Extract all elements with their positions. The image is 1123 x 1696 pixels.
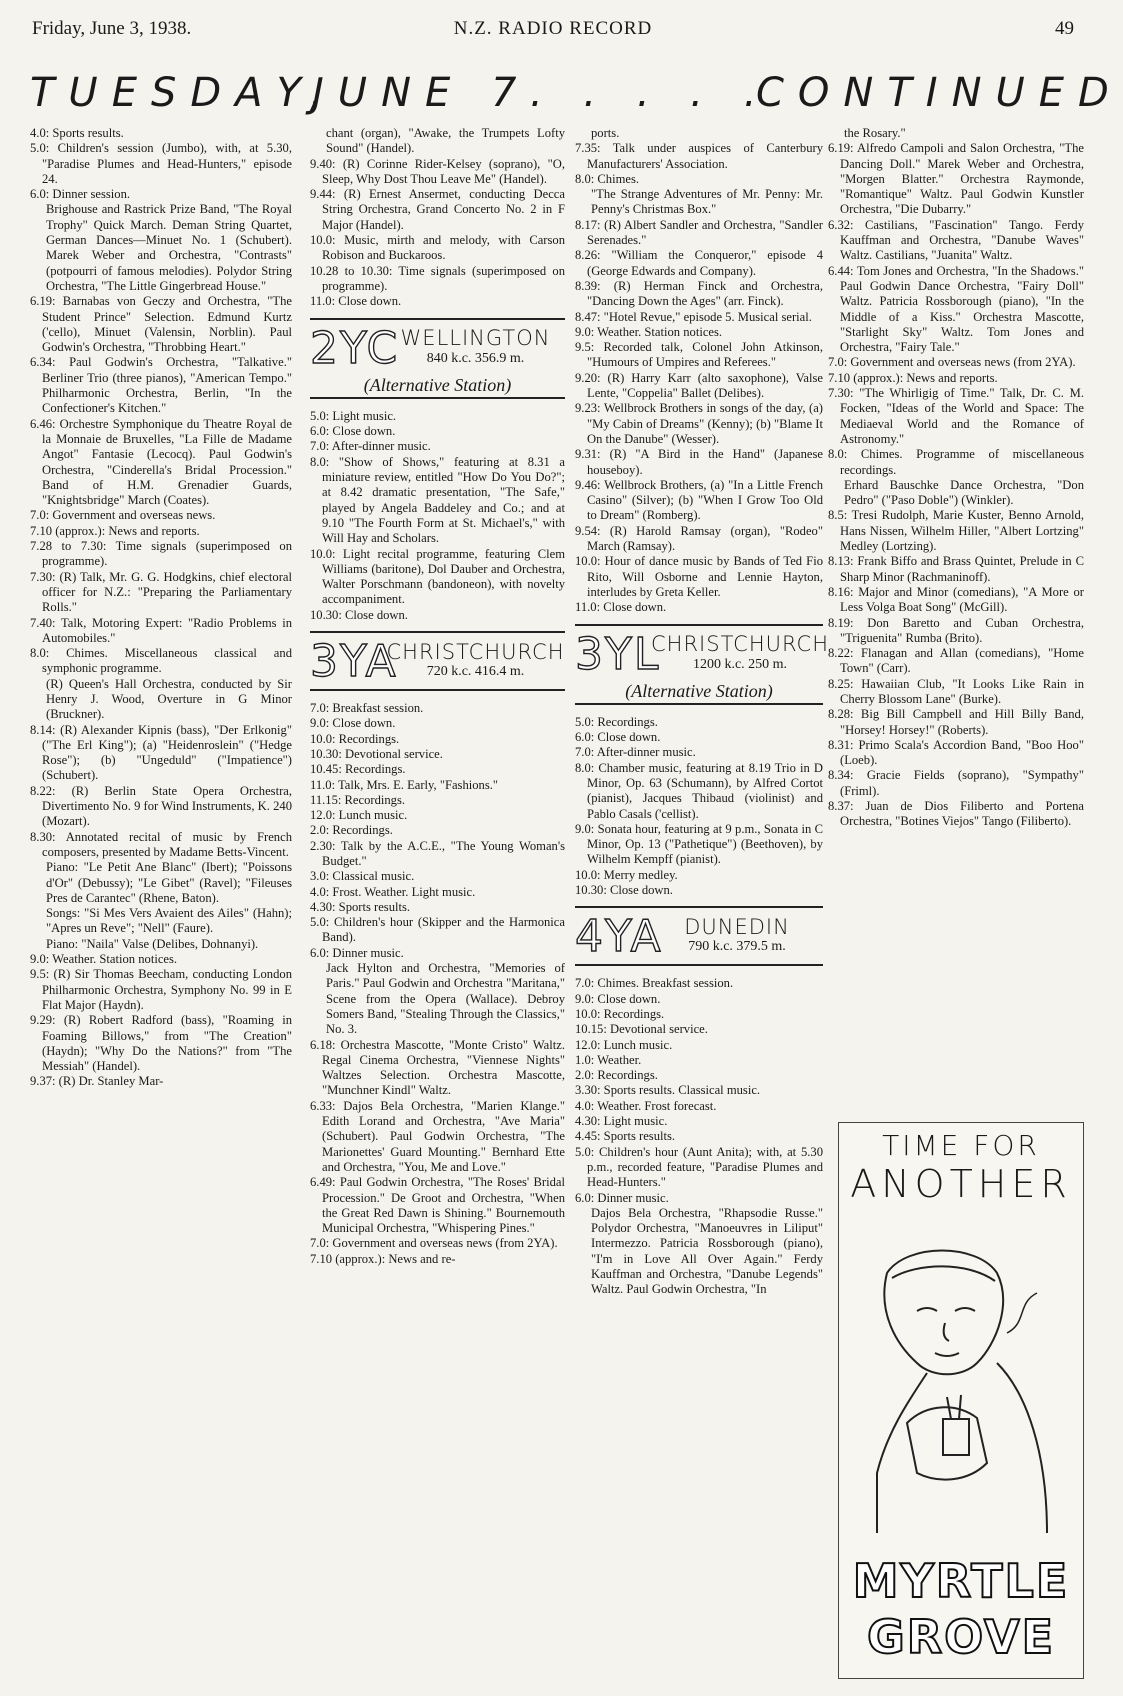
programme-entry: 11.15: Recordings. bbox=[310, 792, 406, 807]
programme-entry: 8.28: Big Bill Campbell and Hill Billy Band, "Horsey! Horsey!" (Roberts). bbox=[828, 707, 1084, 737]
programme-entry: 12.0: Lunch music. bbox=[575, 1037, 673, 1052]
ad-brand-1: MYRTLE bbox=[852, 1554, 1070, 1608]
programme-entry: 6.32: Castilians, "Fascination" Tango. Ferdy Kauffman and Orchestra, "Danube Waves" Waltz. Castilians, "Juanita" Waltz. bbox=[828, 217, 1084, 263]
programme-entry: 9.40: (R) Corinne Rider-Kelsey (soprano), "O, Sleep, Why Dost Thou Leave Me" (Handel). bbox=[310, 156, 565, 186]
programme-entry: 10.28 to 10.30: Time signals (superimposed on programme). bbox=[310, 263, 565, 293]
programme-entry: 7.0: Chimes. Breakfast session. bbox=[575, 976, 734, 991]
programme-entry: 8.0: Chimes. Programme of miscellaneous recordings. bbox=[828, 447, 1084, 477]
programme-entry: 6.19: Alfredo Campoli and Salon Orchestra, "The Dancing Doll." Marek Weber and Orchestra, "Morgen Blatter." Orchestra Raymonde, "Romantique" Waltz. Paul Godwin Kunstler Orchestra, "Die Dubarry." bbox=[828, 141, 1084, 217]
programme-entry: 6.0: Dinner music. bbox=[575, 1190, 669, 1205]
programme-entry: 9.0: Weather. Station notices. bbox=[30, 952, 178, 967]
programme-entry: 2.30: Talk by the A.C.E., "The Young Woman's Budget." bbox=[310, 838, 565, 868]
programme-entry: 8.0: "Show of Shows," featuring at 8.31 a miniature review, entitled "How Do You Do?"; at 8.42 dramatic presentation, "The Safe," played by Angela Baddeley and Co.; and at 9.10 "The Fourth Form at St. Michael's," with Will Hay and Scholars. bbox=[310, 454, 565, 546]
programme-entry: Brighouse and Rastrick Prize Band, "The Royal Trophy" Quick March. Deman String Quartet, German Dances—Minuet No. 1 (Schubert). Marek Weber and Orchestra, "Contrasts" (potpourri of famous melodies). Polydor String Orchestra, "The Little Gingerbread House." bbox=[46, 202, 292, 293]
programme-entry: 6.34: Paul Godwin's Orchestra, "Talkative." Berliner Trio (three pianos), "American Tempo." Philharmonic Orchestra, Berlin, "In the Confectioner's Kitchen." bbox=[30, 355, 292, 416]
programme-entry: 8.0: Chimes. bbox=[575, 171, 640, 186]
programme-entry: 4.30: Light music. bbox=[575, 1114, 668, 1129]
programme-entry: 5.0: Recordings. bbox=[575, 714, 658, 729]
programme-entry: 7.0: Government and overseas news. bbox=[30, 508, 216, 523]
programme-entry: chant (organ), "Awake, the Trumpets Lofty Sound" (Handel). bbox=[326, 126, 565, 156]
listing-group bbox=[310, 126, 565, 310]
programme-entry: 9.46: Wellbrock Brothers, (a) "In a Little French Casino" (Silver); (b) "When I Grow Too Old to Dream" (Romberg). bbox=[575, 477, 823, 523]
programme-entry: 9.44: (R) Ernest Ansermet, conducting Decca String Orchestra, Grand Concerto No. 2 in F Major (Handel). bbox=[310, 187, 565, 232]
listing-group bbox=[575, 715, 823, 899]
programme-entry: (R) Queen's Hall Orchestra, conducted by Sir Henry J. Wood, Overture in G Minor (Bruckner). bbox=[46, 676, 292, 722]
programme-entry: 8.13: Frank Biffo and Brass Quintet, Prelude in C Sharp Minor (Rachmaninoff). bbox=[828, 554, 1084, 584]
column-1 bbox=[30, 126, 292, 1090]
programme-entry: 9.0: Weather. Station notices. bbox=[575, 324, 723, 339]
station-callsign: 2YC bbox=[310, 322, 400, 374]
programme-entry: 8.22: (R) Berlin State Opera Orchestra, Divertimento No. 9 for Wind Instruments, K. 240 (Mozart). bbox=[30, 783, 292, 829]
programme-entry: 10.0: Recordings. bbox=[575, 1006, 665, 1021]
programme-entry: 8.5: Tresi Rudolph, Marie Kuster, Benno Arnold, Hans Nissen, Wilhelm Hiller, "Albert Lortzing" Medley (Lortzing). bbox=[828, 508, 1084, 554]
station-frequency: 790 k.c. 379.5 m. bbox=[688, 939, 786, 955]
banner-month: JUNE 7 bbox=[312, 70, 531, 116]
programme-entry: 7.0: Breakfast session. bbox=[310, 701, 424, 716]
programme-entry: 8.26: "William the Conqueror," episode 4 (George Edwards and Company). bbox=[575, 248, 823, 278]
programme-entry: 5.0: Light music. bbox=[310, 408, 397, 423]
programme-entry: 8.30: Annotated recital of music by French composers, presented by Madame Betts-Vincent. bbox=[30, 829, 292, 859]
programme-entry: 5.0: Children's hour (Skipper and the Harmonica Band). bbox=[310, 915, 565, 945]
programme-entry: 10.30: Close down. bbox=[575, 883, 673, 898]
programme-entry: 6.0: Dinner music. bbox=[310, 945, 404, 960]
programme-entry: 8.31: Primo Scala's Accordion Band, "Boo Hoo" (Loeb). bbox=[828, 737, 1084, 768]
programme-entry: 10.0: Hour of dance music by Bands of Ted Fio Rito, Will Osborne and Lennie Hayton, interludes by Greta Keller. bbox=[575, 554, 823, 599]
station-header-2yc bbox=[310, 318, 565, 399]
column-3 bbox=[575, 126, 829, 1298]
programme-entry: 8.14: (R) Alexander Kipnis (bass), "Der Erlkonig" ("The Erl King"); (a) "Heidenroslein" ("Hedge Rose"); (b) "Ungeduld" ("Impatience") (Schubert). bbox=[30, 722, 292, 783]
station-city: DUNEDIN bbox=[684, 915, 790, 940]
ad-brand-2: GROVE bbox=[866, 1610, 1056, 1664]
programme-entry: 4.0: Frost. Weather. Light music. bbox=[310, 884, 476, 899]
ad-headline-2: ANOTHER bbox=[850, 1162, 1072, 1206]
programme-entry: Erhard Bauschke Dance Orchestra, "Don Pedro" ("Paso Doble") (Winkler). bbox=[844, 477, 1084, 508]
programme-entry: 6.19: Barnabas von Geczy and Orchestra, "The Student Prince" Selection. Edmund Kurtz ('cello), Minuet (Valensin, Norblin). Paul Godwin's Orchestra, "Throbbing Heart." bbox=[30, 294, 292, 355]
programme-entry: Piano: "Le Petit Ane Blanc" (Ibert); "Poissons d'Or" (Debussy); "Le Gibet" (Ravel); "Fileuses Pres de Carantec" (Rhene, Baton). bbox=[46, 860, 292, 905]
programme-entry: 11.0: Close down. bbox=[575, 600, 667, 615]
programme-entry: "The Strange Adventures of Mr. Penny: Mr. Penny's Christmas Box." bbox=[591, 187, 823, 217]
station-header-3ya bbox=[310, 631, 565, 691]
station-header-4ya bbox=[575, 906, 823, 966]
column-2 bbox=[310, 126, 565, 1267]
listing-group bbox=[575, 126, 823, 616]
programme-entry: Piano: "Naila" Valse (Delibes, Dohnanyi). bbox=[46, 936, 259, 951]
programme-entry: 7.0: After-dinner music. bbox=[310, 439, 431, 454]
programme-entry: 6.33: Dajos Bela Orchestra, "Marien Klange." Edith Lorand and Orchestra, "Ave Maria" (Schubert). Paul Godwin Orchestra, "The Marionettes' Guard Mounting." Bernhard Ette and Orchestra, "You, Me and Love." bbox=[310, 1098, 565, 1174]
programme-entry: 7.10 (approx.): News and reports. bbox=[30, 523, 200, 538]
station-callsign: 4YA bbox=[575, 911, 663, 963]
programme-entry: 4.0: Sports results. bbox=[30, 126, 124, 140]
programme-entry: 10.0: Light recital programme, featuring Clem Williams (baritone), Dol Dauber and Orchestra, Walter Porschmann (bandoneon), with novelty accompaniment. bbox=[310, 546, 565, 607]
programme-entry: 9.0: Close down. bbox=[310, 716, 396, 731]
station-callsign: 3YL bbox=[575, 628, 661, 680]
programme-entry: 7.0: Government and overseas news (from 2YA). bbox=[828, 355, 1076, 370]
station-frequency: 1200 k.c. 250 m. bbox=[692, 656, 788, 672]
programme-entry: 10.0: Recordings. bbox=[310, 731, 400, 746]
programme-entry: 4.30: Sports results. bbox=[310, 899, 411, 914]
banner-dots: . . . . . bbox=[530, 70, 771, 116]
station-frequency: 720 k.c. 416.4 m. bbox=[426, 664, 525, 680]
programme-entry: 8.39: (R) Herman Finck and Orchestra, "Dancing Down the Ages" (arr. Finck). bbox=[575, 278, 823, 309]
programme-entry: 9.20: (R) Harry Karr (alto saxophone), Valse Lente, "Coppelia" Ballet (Delibes). bbox=[575, 370, 823, 401]
station-city: CHRISTCHURCH bbox=[386, 639, 565, 664]
programme-entry: 9.0: Close down. bbox=[575, 991, 661, 1006]
programme-entry: 9.0: Sonata hour, featuring at 9 p.m., Sonata in C Minor, Op. 13 ("Pathetique") (Beethoven), by Wilhelm Kempff (pianist). bbox=[575, 821, 823, 867]
programme-entry: 10.15: Devotional service. bbox=[575, 1022, 708, 1037]
banner-continued: CONTINUED bbox=[756, 70, 1123, 116]
programme-entry: 10.30: Devotional service. bbox=[310, 746, 443, 761]
programme-entry: 9.5: (R) Sir Thomas Beecham, conducting London Philharmonic Orchestra, Symphony No. 99 in E Flat Major (Haydn). bbox=[30, 967, 292, 1012]
programme-entry: 8.16: Major and Minor (comedians), "A More or Less Volga Boat Song" (McGill). bbox=[828, 584, 1084, 615]
page-header bbox=[32, 18, 1074, 48]
programme-entry: 7.40: Talk, Motoring Expert: "Radio Problems in Automobiles." bbox=[30, 615, 292, 645]
programme-entry: 5.0: Children's session (Jumbo), with, at 5.30, "Paradise Plumes and Head-Hunters," episode 24. bbox=[30, 141, 292, 186]
programme-entry: 7.10 (approx.): News and re- bbox=[310, 1251, 456, 1266]
programme-entry: 6.0: Close down. bbox=[310, 424, 396, 439]
programme-entry: 1.0: Weather. bbox=[575, 1052, 642, 1067]
programme-entry: 10.30: Close down. bbox=[310, 607, 408, 622]
programme-entry: 7.10 (approx.): News and reports. bbox=[828, 370, 998, 385]
page-number: 49 bbox=[1055, 18, 1074, 39]
column-4 bbox=[828, 126, 1084, 830]
smoking-woman-illustration bbox=[847, 1233, 1075, 1533]
programme-entry: 10.0: Merry medley. bbox=[575, 867, 678, 882]
station-frequency: 840 k.c. 356.9 m. bbox=[426, 350, 525, 366]
programme-entry: 9.31: (R) "A Bird in the Hand" (Japanese houseboy). bbox=[575, 447, 823, 477]
programme-entry: 9.29: (R) Robert Radford (bass), "Roaming in Foaming Billows," from "The Creation" (Haydn); "Why Do the Nations?" from "The Messiah" (Handel). bbox=[30, 1013, 292, 1074]
programme-entry: 9.23: Wellbrock Brothers in songs of the day, (a) "My Cabin of Dreams" (Kenny); (b) "Blame It On the Danube" (Wesser). bbox=[575, 401, 823, 446]
station-callsign: 3YA bbox=[310, 636, 398, 688]
station-city: CHRISTCHURCH bbox=[651, 632, 829, 657]
station-note: (Alternative Station) bbox=[625, 680, 773, 701]
banner-day: TUESDAY, bbox=[30, 70, 337, 116]
programme-entry: the Rosary." bbox=[844, 126, 906, 140]
programme-entry: 6.44: Tom Jones and Orchestra, "In the Shadows." Paul Godwin Dance Orchestra, "Fairy Doll" Waltz. Patricia Rossborough (piano), "In the Middle of a Kiss." Orchestra Mascotte, "Starlight Sky" Waltz. Tom Jones and Orchestra, "Fairy Tale." bbox=[828, 263, 1084, 355]
programme-entry: 11.0: Talk, Mrs. E. Early, "Fashions." bbox=[310, 777, 499, 792]
programme-entry: Jack Hylton and Orchestra, "Memories of Paris." Paul Godwin and Orchestra "Maritana," Scene from the Opera (Wallace). Debroy Somers Band, "Stealing Through the Classics," No. 3. bbox=[326, 961, 565, 1037]
programme-entry: 10.0: Music, mirth and melody, with Carson Robison and Buckaroos. bbox=[310, 233, 565, 263]
programme-entry: 8.0: Chimes. Miscellaneous classical and symphonic programme. bbox=[30, 646, 292, 676]
programme-entry: 6.18: Orchestra Mascotte, "Monte Cristo" Waltz. Regal Cinema Orchestra, "Viennese Nights" Waltzes Selection. Orchestra Mascotte, "Munchner Kindl" Waltz. bbox=[310, 1037, 565, 1098]
programme-entry: 8.22: Flanagan and Allan (comedians), "Home Town" (Carr). bbox=[828, 646, 1084, 676]
ad-headline-1: TIME FOR bbox=[882, 1129, 1040, 1162]
programme-entry: 8.19: Don Baretto and Cuban Orchestra, "Triguenita" Rumba (Brito). bbox=[828, 615, 1084, 645]
station-note: (Alternative Station) bbox=[363, 374, 512, 395]
programme-entry: 6.49: Paul Godwin Orchestra, "The Roses' Bridal Procession." De Groot and Orchestra, "When the Great Red Dawn is Shining." Bournemouth Municipal Orchestra, "Whispering Pines." bbox=[310, 1175, 565, 1236]
programme-entry: 9.54: (R) Harold Ramsay (organ), "Rodeo" March (Ramsay). bbox=[575, 523, 823, 554]
programme-entry: 6.0: Dinner session. bbox=[30, 187, 131, 202]
programme-entry: 11.0: Close down. bbox=[310, 294, 402, 309]
programme-entry: 9.37: (R) Dr. Stanley Mar- bbox=[30, 1074, 164, 1089]
programme-entry: 2.0: Recordings. bbox=[310, 823, 393, 838]
programme-entry: 7.28 to 7.30: Time signals (superimposed on programme). bbox=[30, 539, 292, 569]
listing-group bbox=[575, 976, 823, 1297]
programme-entry: 3.30: Sports results. Classical music. bbox=[575, 1083, 761, 1098]
programme-entry: 8.37: Juan de Dios Filiberto and Portena Orchestra, "Botines Viejos" Tango (Filiberto). bbox=[828, 799, 1084, 829]
programme-entry: ports. bbox=[591, 126, 620, 140]
newspaper-title: N.Z. RADIO RECORD bbox=[453, 18, 653, 39]
programme-entry: 2.0: Recordings. bbox=[575, 1068, 658, 1083]
programme-entry: 7.0: Government and overseas news (from 2YA). bbox=[310, 1236, 558, 1251]
programme-entry: 8.0: Chamber music, featuring at 8.19 Trio in D Minor, Op. 63 (Schumann), by Alfred Cortot (pianist), Jacques Thibaud (violinist) and Pablo Casals ('cellist). bbox=[575, 760, 823, 821]
station-header-3yl bbox=[575, 624, 829, 705]
programme-entry: 8.47: "Hotel Revue," episode 5. Musical serial. bbox=[575, 309, 812, 324]
programme-entry: 7.35: Talk under auspices of Canterbury Manufacturers' Association. bbox=[575, 141, 823, 171]
programme-entry: 10.45: Recordings. bbox=[310, 762, 406, 777]
programme-entry: 5.0: Children's hour (Aunt Anita); with, at 5.30 p.m., recorded feature, "Paradise Plumes and Head-Hunters." bbox=[575, 1144, 823, 1190]
programme-entry: 8.34: Gracie Fields (soprano), "Sympathy" (Friml). bbox=[828, 768, 1084, 798]
day-banner bbox=[30, 70, 1123, 122]
programme-entry: 3.0: Classical music. bbox=[310, 869, 415, 884]
issue-date: Friday, June 3, 1938. bbox=[32, 18, 192, 39]
programme-entry: Songs: "Si Mes Vers Avaient des Ailes" (Hahn); "Apres un Reve"; "Nell" (Faure). bbox=[46, 906, 292, 936]
programme-entry: 6.46: Orchestre Symphonique du Theatre Royal de la Monnaie de Bruxelles, "La Fille de Madame Angot" Fantasie (Lecocq). Paul Godwin's Orchestra, "Cinderella's Bridal Procession." Band of H.M. Grenadier Guards, "Knightsbridge" March (Coates). bbox=[30, 416, 292, 508]
programme-entry: 7.30: (R) Talk, Mr. G. G. Hodgkins, chief electoral officer for N.Z.: "Preparing the Parliamentary Rolls." bbox=[30, 569, 292, 615]
programme-entry: 8.17: (R) Albert Sandler and Orchestra, "Sandler Serenades." bbox=[575, 217, 823, 248]
programme-entry: 4.0: Weather. Frost forecast. bbox=[575, 1098, 717, 1113]
programme-entry: 12.0: Lunch music. bbox=[310, 808, 408, 823]
programme-entry: 8.25: Hawaiian Club, "It Looks Like Rain in Cherry Blossom Lane" (Burke). bbox=[828, 676, 1084, 706]
programme-entry: 7.30: "The Whirligig of Time." Talk, Dr. C. M. Focken, "Ideas of the World and Space: The Mediaeval World and the Romance of Astronomy." bbox=[828, 386, 1084, 446]
programme-entry: Dajos Bela Orchestra, "Rhapsodie Russe." Polydor Orchestra, "Manoeuvres in Liliput" Intermezzo. Patricia Rossborough (piano), "I'm in Love All Over Again." Ferdy Kauffman and Orchestra, "Danube Legends" Waltz. Paul Godwin Orchestra, "In bbox=[591, 1205, 823, 1297]
listing-group bbox=[310, 701, 565, 1267]
station-city: WELLINGTON bbox=[400, 326, 551, 351]
programme-entry: 7.0: After-dinner music. bbox=[575, 745, 696, 760]
programme-entry: 9.5: Recorded talk, Colonel John Atkinson, "Humours of Umpires and Referees." bbox=[575, 340, 823, 370]
programme-entry: 4.45: Sports results. bbox=[575, 1129, 676, 1144]
myrtle-grove-advert bbox=[838, 1122, 1084, 1679]
listing-group bbox=[310, 409, 565, 623]
programme-entry: 6.0: Close down. bbox=[575, 730, 661, 745]
